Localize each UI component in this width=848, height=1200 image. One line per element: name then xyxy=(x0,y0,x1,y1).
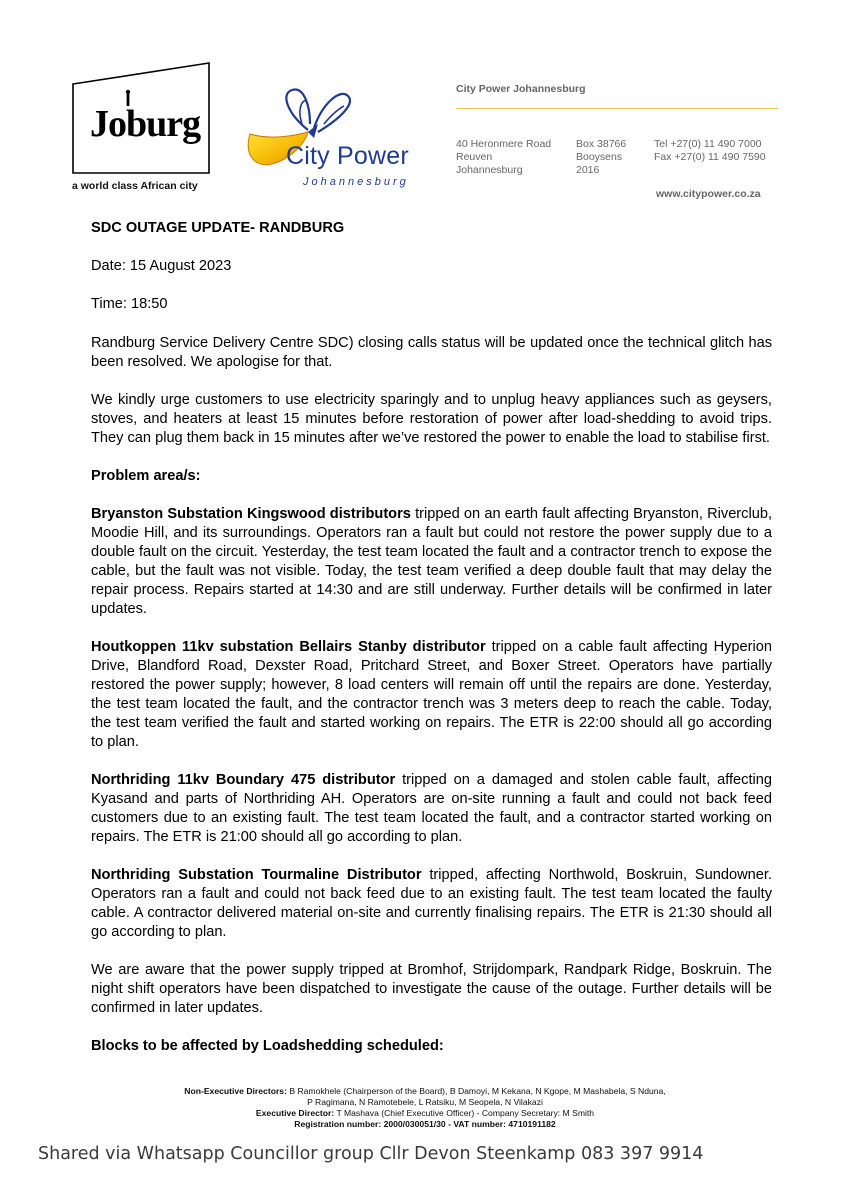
address-line: Reuven xyxy=(456,151,493,164)
exec-names: T Mashava (Chief Executive Officer) - Company Secretary: M Smith xyxy=(334,1108,595,1118)
nonexec-label: Non-Executive Directors: xyxy=(184,1086,287,1096)
problem-paragraph xyxy=(91,866,772,942)
contact-column xyxy=(654,138,766,164)
document-title: SDC OUTAGE UPDATE- RANDBURG xyxy=(91,220,345,236)
header-rule xyxy=(456,108,778,109)
problem-location: Northriding 11kv Boundary 475 distributor xyxy=(91,772,396,788)
problem-paragraph xyxy=(91,638,772,752)
problem-paragraph xyxy=(91,771,772,847)
problem-description: tripped on an earth fault affecting Bryanston, Riverclub, Moodie Hill, and its surroundings. Operators ran a fault but could not restore the power supply due to a double fault on the circuit. Yesterday, the test team located the fault and a contractor trench to expose the cable, but the fault was not visible. Today, the test team verified a deep double fault that may delay the repair process. Repairs started at 14:30 and are still underway. Further details will be confirmed in later updates. xyxy=(91,506,772,617)
problem-location: Northriding Substation Tourmaline Distributor xyxy=(91,867,422,883)
problem-location: Bryanston Substation Kingswood distributors xyxy=(91,506,411,522)
intro-paragraph-2: We kindly urge customers to use electricity sparingly and to unplug heavy appliances such as geysers, stoves, and heaters at least 15 minutes before restoration of power after load-shedding to avoid trips. They can plug them back in 15 minutes after we’ve restored the power to enable the load to stabilise first. xyxy=(91,392,772,446)
address-line: Box 38766 xyxy=(576,138,627,150)
address-column-box xyxy=(576,138,626,178)
phone-number: Tel +27(0) 11 490 7000 xyxy=(654,138,762,150)
fax-number: Fax +27(0) 11 490 7590 xyxy=(654,151,766,164)
registration-line xyxy=(120,1119,730,1130)
joburg-logo xyxy=(72,62,210,174)
document-body xyxy=(91,219,772,1075)
city-power-subtitle: Johannesburg xyxy=(303,176,409,188)
problem-description: tripped on a damaged and stolen cable fault, affecting Kyasand and parts of Northriding AH. Operators are on-site running a fault and could not back feed customers due to an existing fault. The test team located the fault, and a contractor started working on repairs. The ETR is 21:00 should all go according to plan. xyxy=(91,772,772,845)
intro-paragraph-1: Randburg Service Delivery Centre SDC) closing calls status will be updated once the technical glitch has been resolved. We apologise for that. xyxy=(91,335,772,370)
exec-label: Executive Director: xyxy=(255,1108,335,1118)
registration-text: Registration number: 2000/030051/30 - VAT number: 4710191182 xyxy=(294,1119,556,1129)
blocks-heading: Blocks to be affected by Loadshedding scheduled: xyxy=(91,1038,444,1054)
address-line: 2016 xyxy=(576,164,600,177)
nonexec-names: B Ramokhele (Chairperson of the Board), B Damoyi, M Kekana, N Kgope, M Mashabela, S Nduna, xyxy=(286,1086,666,1096)
problem-heading: Problem area/s: xyxy=(91,468,201,484)
joburg-tagline: a world class African city xyxy=(72,180,198,192)
company-footer xyxy=(120,1086,730,1130)
problem-location: Houtkoppen 11kv substation Bellairs Stanby distributor xyxy=(91,639,486,655)
nonexec-line xyxy=(120,1086,730,1097)
problem-description: tripped, affecting Northwold, Boskruin, Sundowner. Operators ran a fault and could not back feed due to an existing fault. The test team located the faulty cable. A contractor delivered material on-site and currently finalising repairs. The ETR is 21:30 should all go according to plan. xyxy=(91,867,772,940)
address-column-street xyxy=(456,138,551,178)
aware-paragraph: We are aware that the power supply tripped at Bromhof, Strijdompark, Randpark Ridge, Boskruin. The night shift operators have been dispatched to investigate the cause of the outage. Further details will be confirmed in later updates. xyxy=(91,962,772,1016)
website-link[interactable]: www.citypower.co.za xyxy=(656,188,761,200)
city-power-name: City Power xyxy=(286,142,409,170)
joburg-logo-text: Joburg xyxy=(90,103,201,145)
problem-description: tripped on a cable fault affecting Hyperion Drive, Blandford Road, Dexster Road, Pritchard Street, and Boxer Street. Operators have partially restored the power supply; however, 8 load centers will remain off until the repairs are done. Yesterday, the test team located the fault, and the contractor trench was 3 meters deep to reach the cable. Today, the test team verified the fault and started working on repairs. The ETR is 22:00 should all go according to plan. xyxy=(91,639,772,750)
company-title: City Power Johannesburg xyxy=(456,83,586,95)
document-date: Date: 15 August 2023 xyxy=(91,258,232,274)
document-time: Time: 18:50 xyxy=(91,296,168,312)
address-line: 40 Heronmere Road xyxy=(456,138,552,150)
shared-watermark: Shared via Whatsapp Councillor group Cllr Devon Steenkamp 083 397 9914 xyxy=(38,1144,704,1164)
nonexec-names-cont: P Ragimana, N Ramotebele, L Ratsiku, M Seopela, N Vilakazi xyxy=(307,1097,543,1107)
address-line: Booysens xyxy=(576,151,623,164)
problem-paragraph xyxy=(91,505,772,619)
exec-line xyxy=(120,1108,730,1119)
address-line: Johannesburg xyxy=(456,164,523,177)
